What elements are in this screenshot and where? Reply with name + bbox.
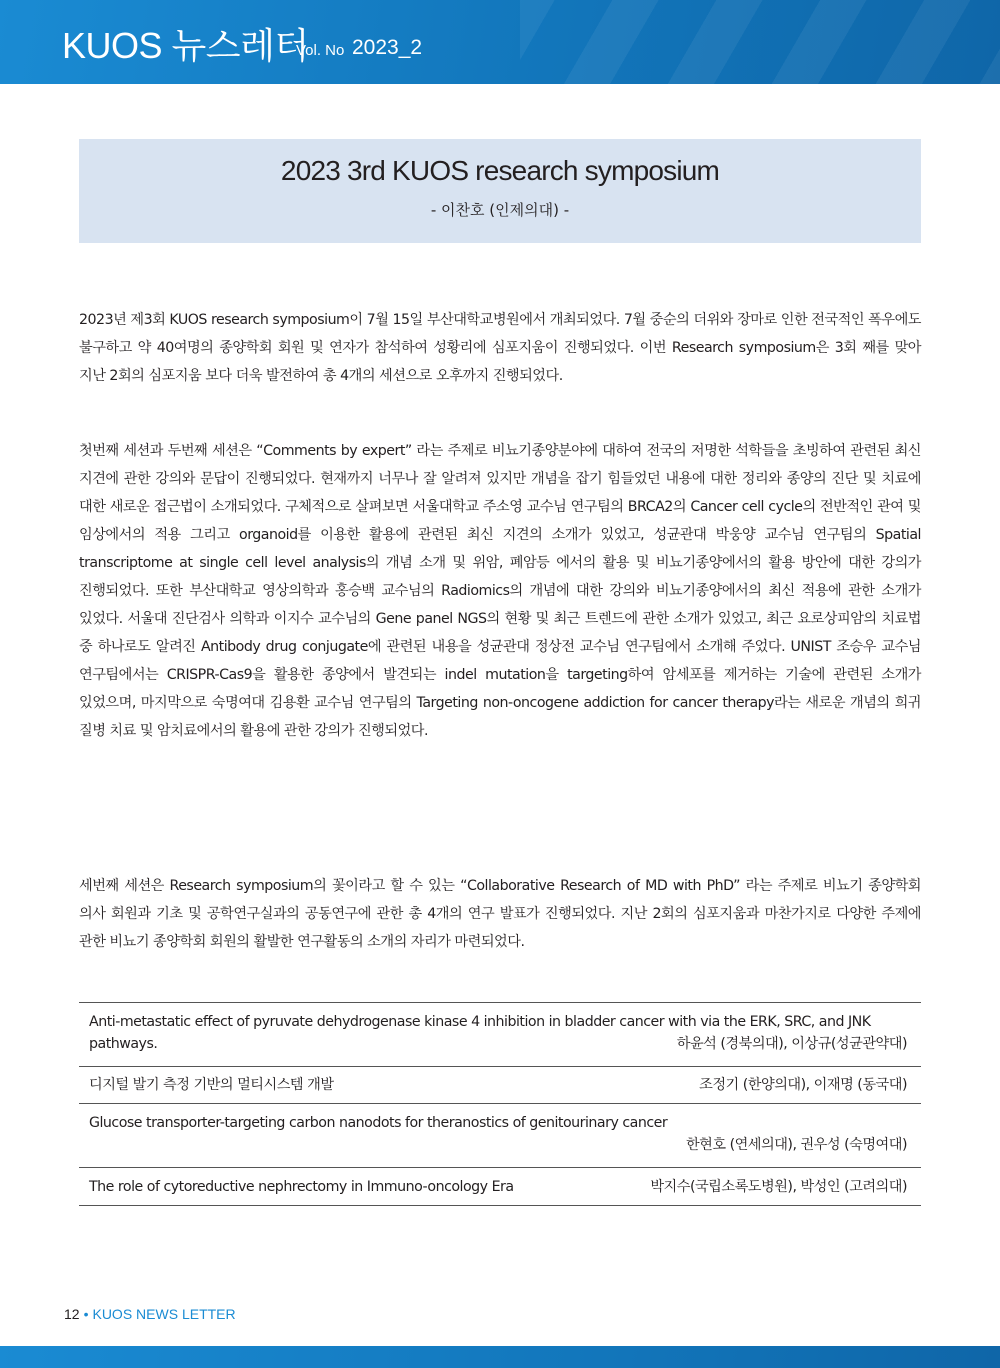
paragraph-sessions-1-2: 첫번째 세션과 두번째 세션은 “Comments by expert” 라는 주제로 비뇨기종양분야에 대하여 전국의 저명한 석학들을 초빙하여 관련된 최신 지견에 관한 강의와 문답이 진행되었다. 현재까지 너무나 잘 알려져 있지만 개념을 잡기 힘들었던 내용에 대한 정리와 종양의 진단 및 치료에 대한 새로운 접근법이 소개되었다. 구체적으로 살펴보면 서울대학교 주소영 교수님 연구팀의 BRCA2의 Cancer cell cycle의 전반적인 관여 및 임상에서의 적용 그리고 organoid를 이용한 활용에 관련된 최신 지견의 소개가 있었고, 성균관대 박웅양 교수님 연구팀의 Spatial transcriptome at single cell level analysis의 개념 소개 및 위암, 폐암등 에서의 활용 및 비뇨기종양에서의 활용 방안에 대한 강의가 진행되었다. 또한 부산대학교 영상의학과 홍승백 교수님의 Radiomics의 개념에 대한 강의와 비뇨기종양에서의 최신 적용에 관한 소개가 있었다. 서울대 진단검사 의학과 이지수 교수님의 Gene panel NGS의 현황 및 최근 트렌드에 관한 소개가 있었고, 최근 요로상피암의 치료법 중 하나로도 알려진 Antibody drug conjugate에 관련된 내용을 성균관대 정상전 교수님 연구팀에서 소개해 주었다. UNIST 조승우 교수님 연구팀에서는 CRISPR-Cas9을 활용한 종양에서 발견되는 indel mutation을 targeting하여 암세포를 제거하는 기술에 관련된 소개가 있었으며, 마지막으로 숙명여대 김용환 교수님 연구팀의 Targeting non-oncogene addiction for cancer therapy라는 새로운 개념의 희귀 질병 치료 및 암치료에서의 활용에 관한 강의가 진행되었다.: [79, 443, 921, 739]
article-title: 2023 3rd KUOS research symposium: [280, 155, 720, 186]
page-number: 12: [64, 1306, 80, 1322]
presentation-title: Anti-metastatic effect of pyruvate dehydrogenase kinase 4 inhibition in bladder cancer with via the ERK, SRC, and JNK pathways.: [89, 1014, 871, 1052]
paragraph-session-3: 세번째 세션은 Research symposium의 꽃이라고 할 수 있는 “Collaborative Research of MD with PhD” 라는 주제로 비뇨기 종양학회 의사 회원과 기초 및 공학연구실과의 공동연구에 관한 총 4개의 연구 발표가 진행되었다. 지난 2회의 심포지움과 마찬가지로 다양한 주제에 관한 비뇨기 종양학회 회원의 활발한 연구활동의 소개의 자리가 마련되었다.: [79, 878, 921, 950]
footer-brand: KUOS NEWS LETTER: [92, 1306, 236, 1322]
page-footer: [64, 1306, 236, 1322]
volume-label: Vol. No: [296, 42, 345, 59]
paragraph-intro: 2023년 제3회 KUOS research symposium이 7월 15일 부산대학교병원에서 개최되었다. 7월 중순의 더위와 장마로 인한 전국적인 폭우에도 불구하고 약 40여명의 종양학회 회원 및 연자가 참석하여 성황리에 심포지움이 진행되었다. 이번 Research symposium은 3회 째를 맞아 지난 2회의 심포지움 보다 더욱 발전하여 총 4개의 세션으로 오후까지 진행되었다.: [79, 312, 921, 384]
issue-number: 2023_2: [352, 36, 423, 59]
presentation-row: [79, 1067, 921, 1104]
bullet-separator: •: [83, 1306, 89, 1322]
header-decoration: [520, 0, 1000, 84]
presentation-table: [79, 1002, 921, 1206]
article-title-box: [79, 139, 921, 243]
newsletter-title: KUOS 뉴스레터: [62, 25, 309, 66]
presentation-title: Glucose transporter-targeting carbon nanodots for theranostics of genitourinary cancer: [89, 1115, 668, 1131]
presentation-authors: 하윤석 (경북의대), 이상규(성균관약대): [676, 1036, 907, 1052]
presentation-title: 디지털 발기 측정 기반의 멀티시스템 개발: [89, 1076, 334, 1093]
article-author: - 이찬호 (인제의대) -: [430, 201, 570, 219]
presentation-row: [79, 1168, 921, 1206]
header-banner: [0, 0, 1000, 84]
presentation-authors: 조정기 (한양의대), 이재명 (동국대): [699, 1076, 907, 1093]
presentation-row: [79, 1104, 921, 1168]
presentation-row: [79, 1003, 921, 1067]
presentation-authors: 박지수(국립소록도병원), 박성인 (고려의대): [650, 1178, 907, 1195]
footer-bar: [0, 1346, 1000, 1368]
presentation-authors: 한현호 (연세의대), 권우성 (숙명여대): [685, 1137, 907, 1153]
presentation-title: The role of cytoreductive nephrectomy in Immuno-oncology Era: [89, 1178, 514, 1195]
